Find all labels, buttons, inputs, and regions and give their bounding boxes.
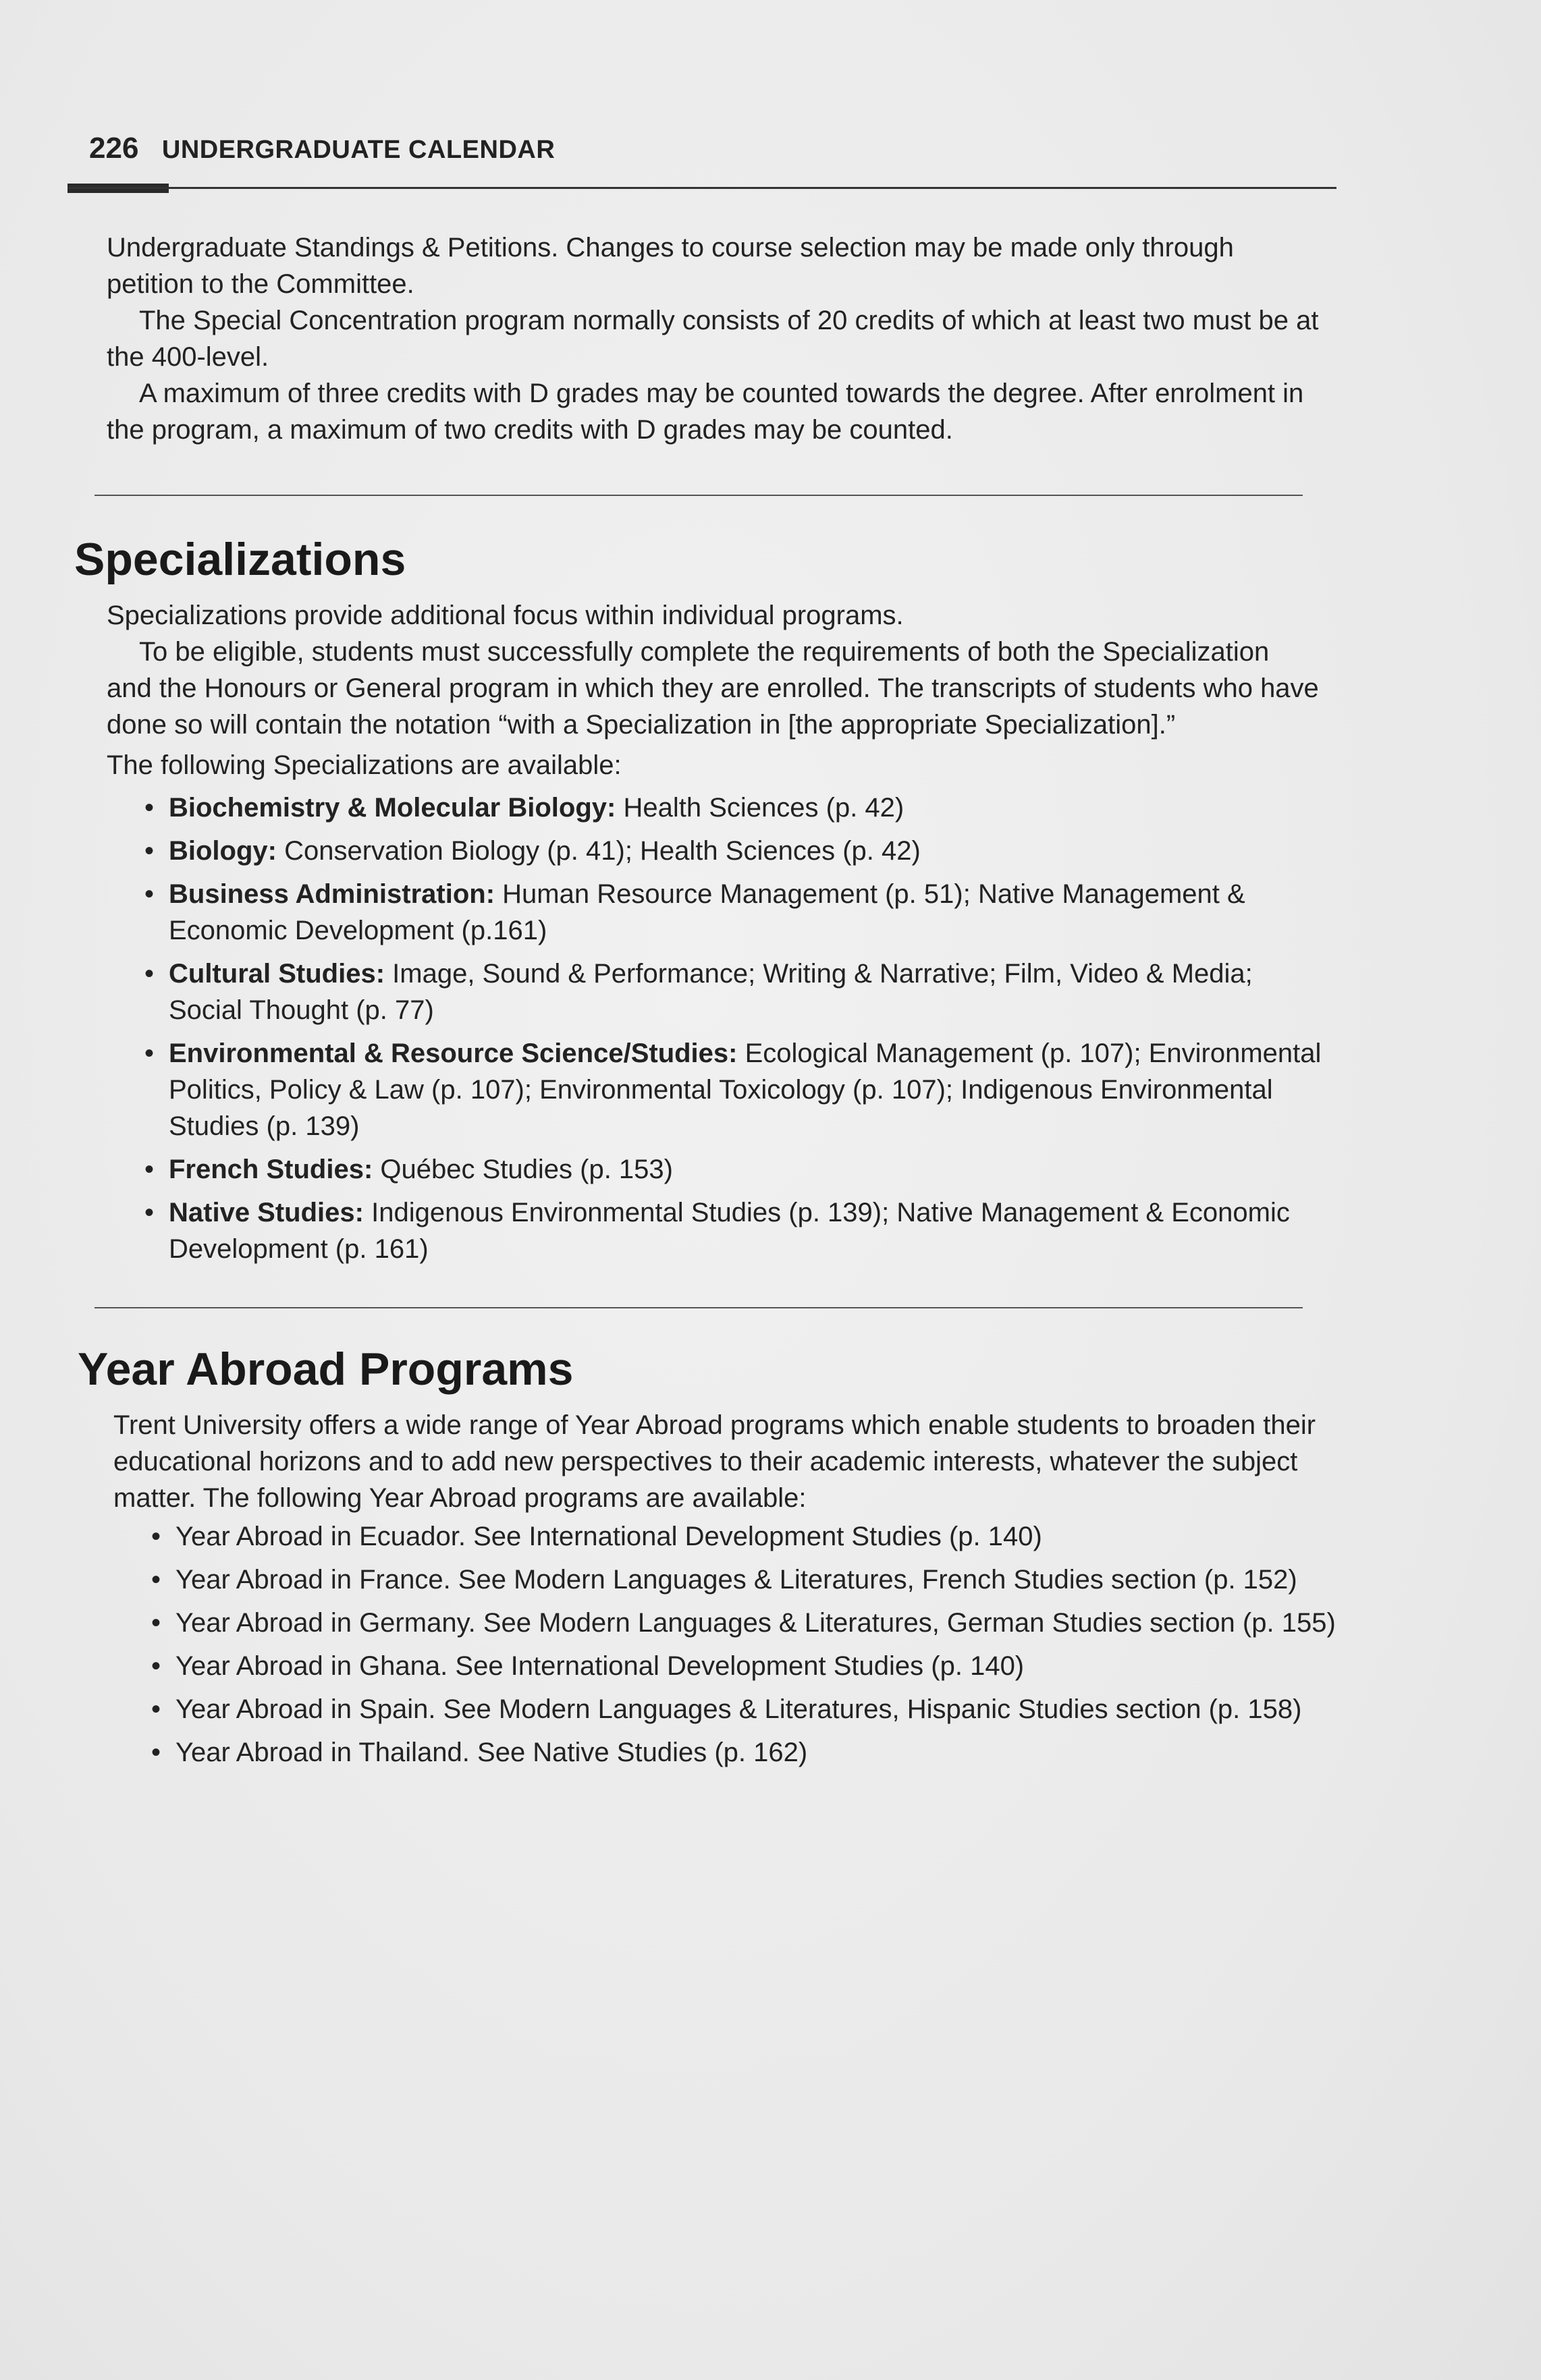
year-abroad-item: • Year Abroad in Spain. See Modern Languages & Literatures, Hispanic Studies section (p. 158): [142, 1691, 1343, 1727]
section-title-year-abroad: Year Abroad Programs: [78, 1344, 574, 1395]
specializations-paragraph-1: Specializations provide additional focus within individual programs.: [107, 601, 904, 630]
specialization-term: Environmental & Resource Science/Studies:: [169, 1039, 738, 1068]
specialization-description: Ecological Management (p. 107); Environmental Politics, Policy & Law (p. 107); Environmental Toxicology (p. 107); Indigenous Environmental Studies (p. 139): [169, 1039, 1322, 1141]
year-abroad-text: [113, 1407, 1328, 1516]
year-abroad-item: • Year Abroad in Thailand. See Native Studies (p. 162): [142, 1734, 1343, 1771]
specialization-description: Indigenous Environmental Studies (p. 139); Native Management & Economic Development (p. 161): [169, 1198, 1290, 1264]
year-abroad-item: • Year Abroad in Ghana. See International Development Studies (p. 140): [142, 1648, 1343, 1684]
intro-text: [107, 229, 1322, 448]
specialization-term: Native Studies:: [169, 1198, 364, 1227]
specialization-description: Human Resource Management (p. 51); Native Management & Economic Development (p.161): [169, 879, 1245, 945]
specialization-item: [135, 790, 1323, 826]
intro-paragraph-1: Undergraduate Standings & Petitions. Changes to course selection may be made only through petition to the Committee.: [107, 233, 1234, 299]
specialization-term: Biology:: [169, 836, 277, 866]
specializations-text: [107, 597, 1322, 783]
year-abroad-item: • Year Abroad in France. See Modern Languages & Literatures, French Studies section (p. 152): [142, 1561, 1343, 1598]
specializations-paragraph-3: The following Specializations are available:: [107, 750, 622, 780]
specialization-term: French Studies:: [169, 1155, 373, 1184]
intro-paragraph-2: The Special Concentration program normally consists of 20 credits of which at least two must be at the 400-level.: [107, 306, 1319, 372]
specialization-item: [135, 1035, 1323, 1144]
specialization-item: [135, 1151, 1323, 1188]
section-divider: [94, 495, 1303, 496]
year-abroad-item: • Year Abroad in Germany. See Modern Languages & Literatures, German Studies section (p. 155): [142, 1605, 1343, 1641]
running-title: UNDERGRADUATE CALENDAR: [161, 136, 556, 164]
specialization-term: Biochemistry & Molecular Biology:: [169, 793, 616, 823]
year-abroad-list: [142, 1518, 1343, 1777]
section-divider: [94, 1307, 1303, 1308]
specialization-item: [135, 956, 1323, 1028]
specialization-term: Business Administration:: [169, 879, 495, 909]
specialization-description: Image, Sound & Performance; Writing & Narrative; Film, Video & Media; Social Thought (p. 77): [169, 959, 1253, 1025]
header-rule: [67, 187, 1336, 189]
year-abroad-paragraph: Trent University offers a wide range of Year Abroad programs which enable students to broaden their educational horizons and to add new perspectives to their academic interests, whatever the subject matter. The following Year Abroad programs are available:: [113, 1410, 1316, 1513]
specialization-item: [135, 833, 1323, 869]
specialization-item: [135, 876, 1323, 949]
specialization-description: Health Sciences (p. 42): [623, 793, 904, 823]
year-abroad-item: • Year Abroad in Ecuador. See International Development Studies (p. 140): [142, 1518, 1343, 1555]
specialization-description: Québec Studies (p. 153): [380, 1155, 673, 1184]
page-number: 226: [89, 132, 139, 165]
specializations-paragraph-2: To be eligible, students must successfully complete the requirements of both the Specialization and the Honours or General program in which they are enrolled. The transcripts of students who have done so will contain the notation “with a Specialization in [the appropriate Specialization].”: [107, 637, 1319, 740]
section-title-specializations: Specializations: [74, 534, 406, 585]
specialization-description: Conservation Biology (p. 41); Health Sciences (p. 42): [284, 836, 921, 866]
specialization-item: [135, 1194, 1323, 1267]
specialization-term: Cultural Studies:: [169, 959, 385, 989]
intro-paragraph-3: A maximum of three credits with D grades may be counted towards the degree. After enrolment in the program, a maximum of two credits with D grades may be counted.: [107, 379, 1304, 445]
specializations-list: [135, 790, 1323, 1274]
page-header: [89, 132, 555, 165]
